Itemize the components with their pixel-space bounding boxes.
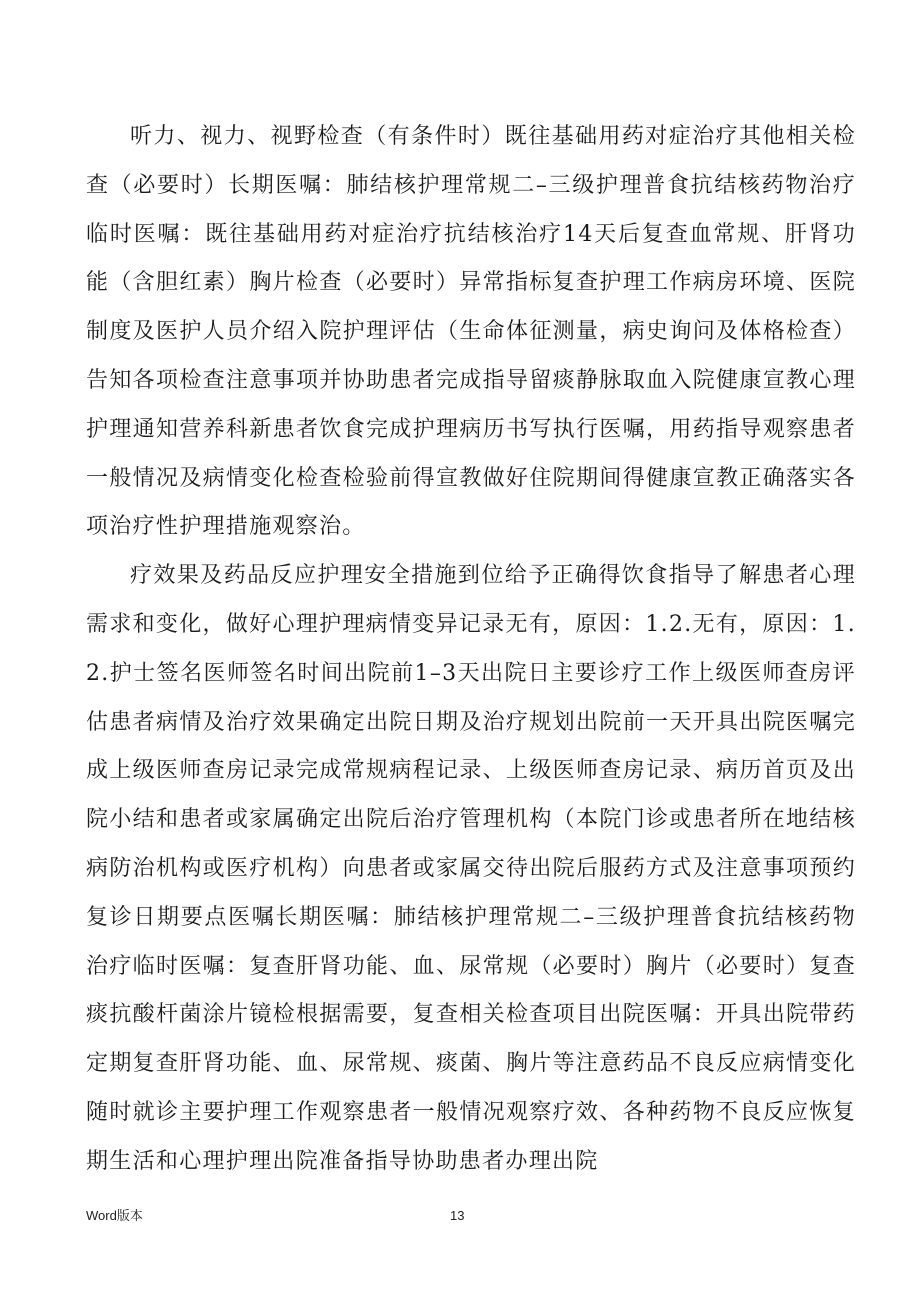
page-number: 13 <box>450 1208 465 1223</box>
document-body <box>86 113 856 1187</box>
paragraph-1: 听力、视力、视野检查（有条件时）既往基础用药对症治疗其他相关检查（必要时）长期医嘱：肺结核护理常规二–三级护理普食抗结核药物治疗临时医嘱：既往基础用药对症治疗抗结核治疗14天后复查血常规、肝肾功能（含胆红素）胸片检查（必要时）异常指标复查护理工作病房环境、医院制度及医护人员介绍入院护理评估（生命体征测量，病史询问及体格检查）告知各项检查注意事项并协助患者完成指导留痰静脉取血入院健康宣教心理护理通知营养科新患者饮食完成护理病历书写执行医嘱，用药指导观察患者一般情况及病情变化检查检验前得宣教做好住院期间得健康宣教正确落实各项治疗性护理措施观察治。 <box>86 124 856 540</box>
paragraph-2: 疗效果及药品反应护理安全措施到位给予正确得饮食指导了解患者心理需求和变化，做好心理护理病情变异记录无有，原因：1.2.无有，原因：1.2.护士签名医师签名时间出院前1–3天出院日主要诊疗工作上级医师查房评估患者病情及治疗效果确定出院日期及治疗规划出院前一天开具出院医嘱完成上级医师查房记录完成常规病程记录、上级医师查房记录、病历首页及出院小结和患者或家属确定出院后治疗管理机构（本院门诊或患者所在地结核病防治机构或医疗机构）向患者或家属交待出院后服药方式及注意事项预约复诊日期要点医嘱长期医嘱：肺结核护理常规二–三级护理普食抗结核药物治疗临时医嘱：复查肝肾功能、血、尿常规（必要时）胸片（必要时）复查痰抗酸杆菌涂片镜检根据需要，复查相关检查项目出院医嘱：开具出院带药定期复查肝肾功能、血、尿常规、痰菌、胸片等注意药品不良反应病情变化随时就诊主要护理工作观察患者一般情况观察疗效、各种药物不良反应恢复期生活和心理护理出院准备指导协助患者办理出院 <box>86 563 856 1174</box>
footer-label: Word版本 <box>86 1208 143 1223</box>
